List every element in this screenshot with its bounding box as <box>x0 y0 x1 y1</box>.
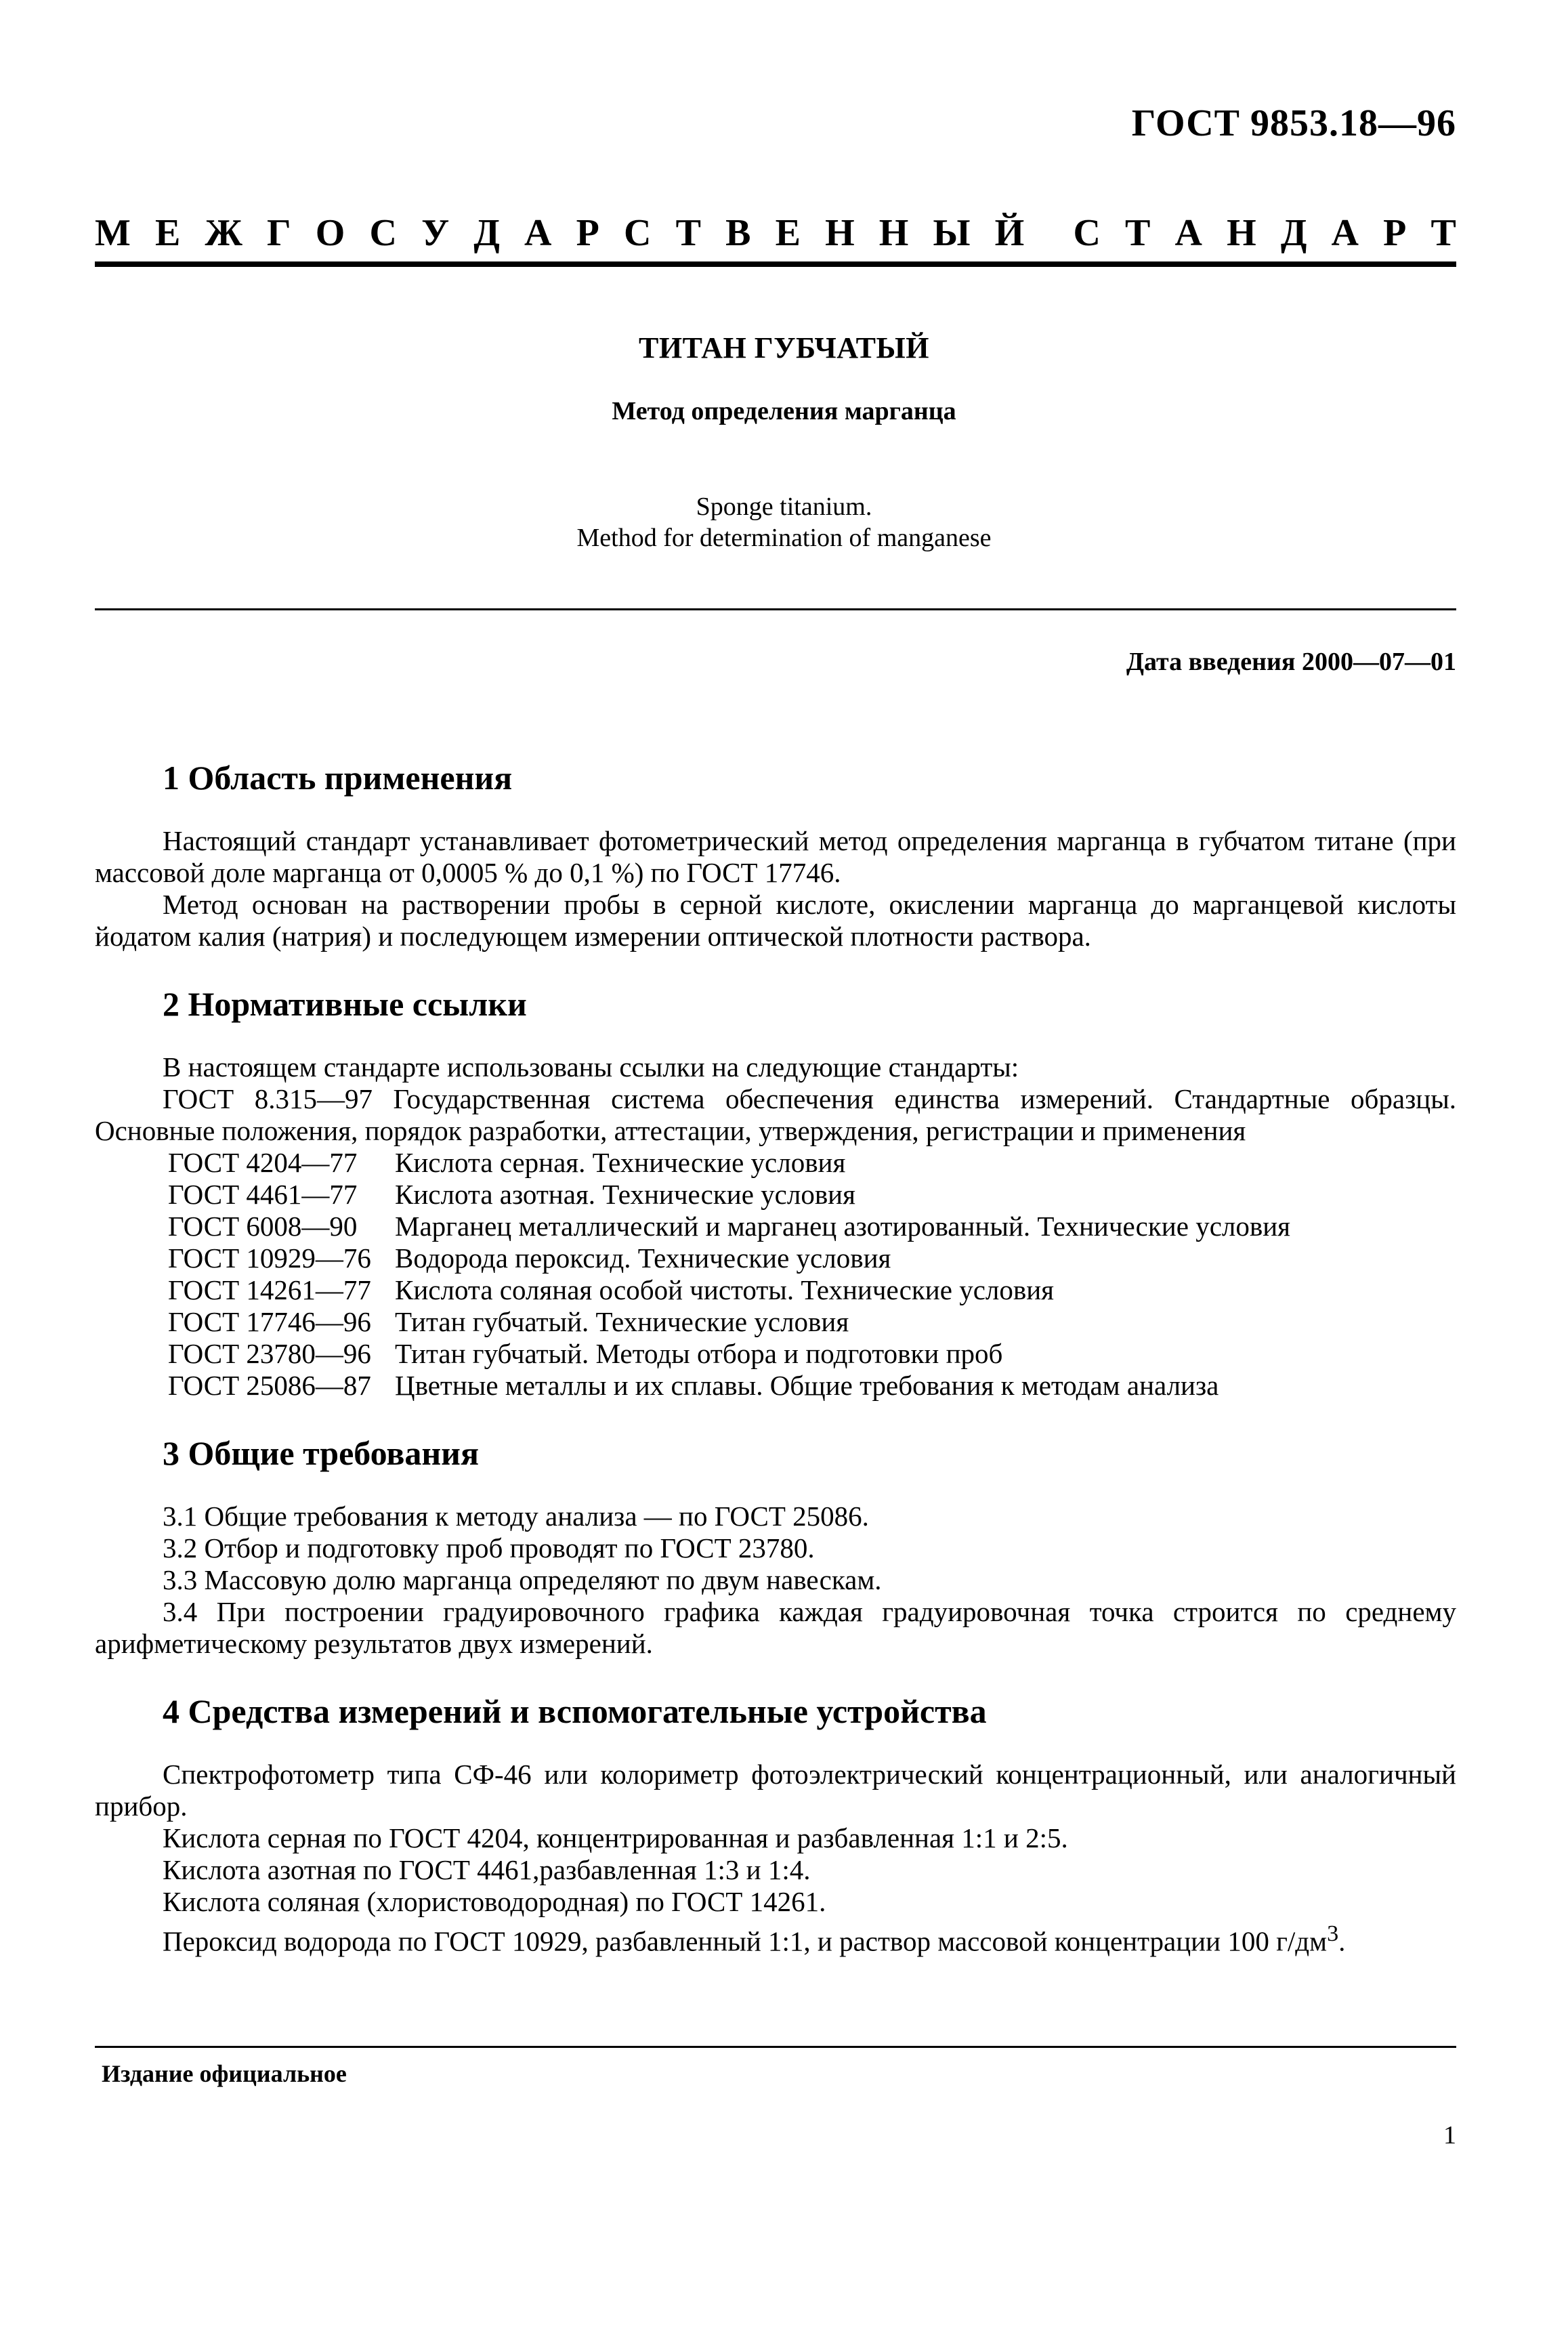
heading-letter: Т <box>675 212 701 254</box>
reference-entry <box>95 1147 1456 1179</box>
document-subtitle: Метод определения марганца <box>612 397 956 425</box>
paragraph: Спектрофотометр типа СФ-46 или колориметр фотоэлектрический концентрационный, или аналогичный прибор. <box>95 1759 1456 1822</box>
section-heading: 3 Общие требования <box>163 1434 480 1472</box>
heading-letter: Е <box>155 212 181 254</box>
paragraph: В настоящем стандарте использованы ссылки на следующие стандарты: <box>163 1051 1019 1083</box>
heading-letter: Н <box>1227 212 1256 254</box>
english-title-line-2: Method for determination of manganese <box>576 524 992 552</box>
title-rule <box>95 608 1456 610</box>
heading-letter: Ж <box>205 212 242 254</box>
section-scope <box>95 759 1456 952</box>
reference-entry <box>95 1211 1456 1242</box>
reference-code: ГОСТ 25086—87 <box>168 1370 371 1401</box>
paragraph-tail: . <box>1338 1925 1346 1957</box>
reference-code: ГОСТ 17746—96 <box>168 1306 371 1337</box>
reference-entry: ГОСТ 8.315—97 Государственная система обеспечения единства измерений. Стандартные образцы. Основные положения, порядок разработки, аттестации, утверждения, регистрации и применения <box>95 1083 1456 1146</box>
document-code: ГОСТ 9853.18—96 <box>1131 102 1456 144</box>
heading-letter: В <box>725 212 751 254</box>
reference-title: Кислота серная. Технические условия <box>395 1147 846 1178</box>
section-normative-references <box>95 985 1456 1402</box>
paragraph: Кислота серная по ГОСТ 4204, концентрированная и разбавленная 1:1 и 2:5. <box>163 1822 1068 1853</box>
heading-letter: Д <box>473 212 500 254</box>
heading-letter: С <box>1073 212 1101 254</box>
reference-title: Марганец металлический и марганец азотированный. Технические условия <box>395 1211 1291 1242</box>
section-general-requirements <box>95 1434 1456 1660</box>
paragraph: Настоящий стандарт устанавливает фотометрический метод определения марганца в губчатом титане (при массовой доле марганца от 0,0005 % до 0,1 %) по ГОСТ 17746. <box>95 825 1456 888</box>
english-title <box>0 491 1568 553</box>
introduction-date: Дата введения 2000—07—01 <box>1126 648 1456 676</box>
heading-letter: А <box>1331 212 1359 254</box>
reference-entry <box>95 1179 1456 1211</box>
heading-letter: С <box>369 212 397 254</box>
paragraph: Метод основан на растворении пробы в серной кислоте, окислении марганца до марганцевой кислоты йодатом калия (натрия) и последующем измерении оптической плотности раствора. <box>95 889 1456 952</box>
reference-entry <box>95 1338 1456 1370</box>
heading-letter: С <box>623 212 652 254</box>
heading-letter: А <box>524 212 552 254</box>
heading-letter: Т <box>1125 212 1151 254</box>
clause: 3.4 При построении градуировочного графика каждая градуировочная точка строится по среднему арифметическому результатов двух измерений. <box>95 1596 1456 1659</box>
paragraph: Кислота соляная (хлористоводородная) по ГОСТ 14261. <box>163 1886 826 1917</box>
heading-letter: Д <box>1280 212 1307 254</box>
paragraph <box>95 1918 1456 1958</box>
heading-letter: Й <box>994 212 1025 254</box>
heading-letter: Г <box>267 212 291 254</box>
reference-title: Титан губчатый. Технические условия <box>395 1306 849 1337</box>
reference-code: ГОСТ 10929—76 <box>168 1242 371 1274</box>
reference-list <box>95 1147 1456 1402</box>
heading-letter: У <box>421 212 450 254</box>
english-title-line-1: Sponge titanium. <box>696 492 872 521</box>
heading-letter: Т <box>1431 212 1456 254</box>
reference-entry <box>95 1242 1456 1274</box>
header-rule <box>95 261 1456 267</box>
reference-title: Кислота азотная. Технические условия <box>395 1179 855 1210</box>
document-body <box>95 759 1456 1990</box>
reference-entry <box>95 1274 1456 1306</box>
heading-letter: Н <box>878 212 909 254</box>
section-heading: 1 Область применения <box>163 759 513 797</box>
heading-letter: О <box>315 212 345 254</box>
heading-letter: А <box>1174 212 1202 254</box>
heading-letter: Р <box>1383 212 1407 254</box>
superscript: 3 <box>1327 1921 1339 1946</box>
reference-entry <box>95 1370 1456 1402</box>
paragraph-text: Пероксид водорода по ГОСТ 10929, разбавленный 1:1, и раствор массовой концентрации 100 г/дм <box>163 1925 1328 1957</box>
heading-letter: М <box>95 212 131 254</box>
heading-letter: Н <box>825 212 855 254</box>
clause: 3.2 Отбор и подготовку проб проводят по ГОСТ 23780. <box>163 1532 815 1564</box>
reference-code: ГОСТ 14261—77 <box>168 1274 371 1305</box>
interstate-standard-heading <box>95 211 1456 255</box>
section-heading: 2 Нормативные ссылки <box>163 985 527 1023</box>
reference-code: ГОСТ 23780—96 <box>168 1338 371 1369</box>
reference-entry <box>95 1306 1456 1338</box>
reference-code: ГОСТ 4204—77 <box>168 1147 358 1178</box>
reference-title: Титан губчатый. Методы отбора и подготовки проб <box>395 1338 1003 1369</box>
clause: 3.1 Общие требования к методу анализа — по ГОСТ 25086. <box>163 1501 869 1532</box>
paragraph: Кислота азотная по ГОСТ 4461,разбавленная 1:3 и 1:4. <box>163 1854 811 1885</box>
page-number: 1 <box>1443 2121 1456 2150</box>
reference-title: Водорода пероксид. Технические условия <box>395 1242 891 1274</box>
reference-code: ГОСТ 6008—90 <box>168 1211 358 1242</box>
reference-title: Кислота соляная особой чистоты. Технические условия <box>395 1274 1055 1305</box>
official-edition-label: Издание официальное <box>102 2060 347 2087</box>
reference-title: Цветные металлы и их сплавы. Общие требования к методам анализа <box>395 1370 1219 1401</box>
heading-letter: Р <box>576 212 599 254</box>
footer-rule <box>95 2046 1456 2048</box>
clause: 3.3 Массовую долю марганца определяют по двум навескам. <box>163 1564 882 1595</box>
heading-letter: Ы <box>933 212 971 254</box>
section-heading: 4 Средства измерений и вспомогательные устройства <box>163 1692 987 1730</box>
document-title: ТИТАН ГУБЧАТЫЙ <box>639 331 929 364</box>
section-measuring-instruments <box>95 1692 1456 1958</box>
heading-letter: Е <box>775 212 801 254</box>
reference-code: ГОСТ 4461—77 <box>168 1179 358 1210</box>
